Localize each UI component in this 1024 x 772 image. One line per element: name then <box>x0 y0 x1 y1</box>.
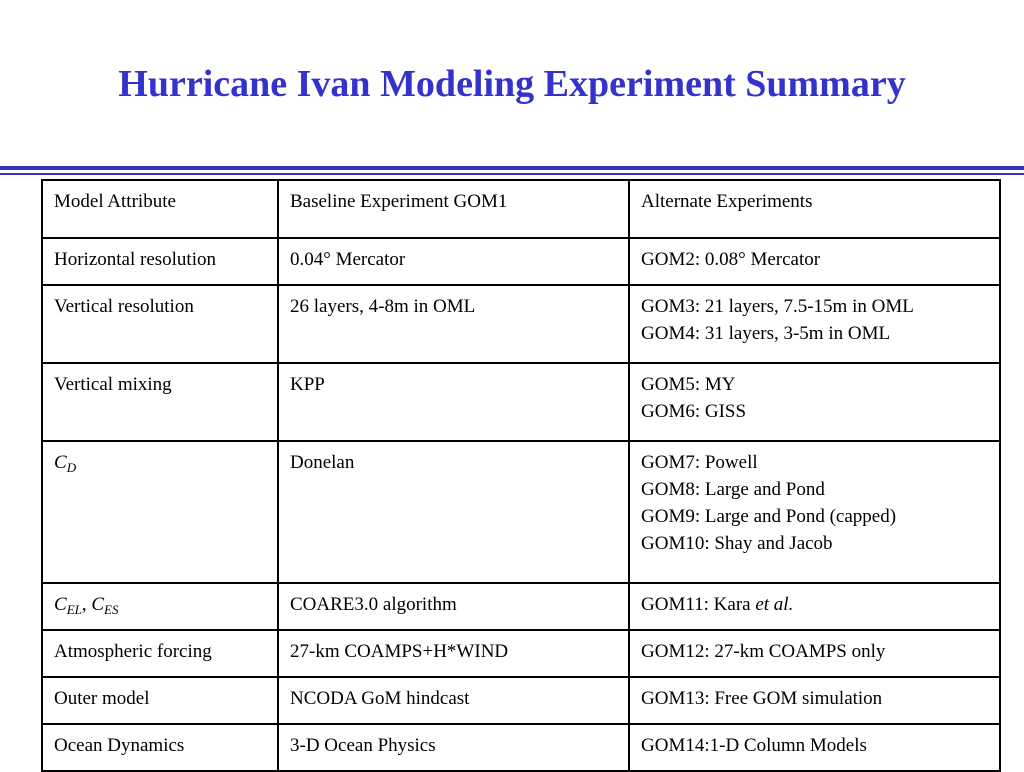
baseline-cell: 0.04° Mercator <box>278 238 629 285</box>
alternates-cell <box>629 677 1000 724</box>
alternates-cell <box>629 238 1000 285</box>
title-rule-thick <box>0 166 1024 170</box>
header-baseline-experiment: Baseline Experiment GOM1 <box>278 180 629 238</box>
table-row-heat-exchange-coefficients <box>42 583 1000 630</box>
symbol-c: C <box>54 452 67 473</box>
alternate-line: GOM8: Large and Pond <box>641 479 825 500</box>
attribute-cell <box>42 583 278 630</box>
subscript-el: EL <box>66 602 82 617</box>
alternate-text-italic: et al. <box>755 594 794 615</box>
alternate-line: GOM7: Powell <box>641 452 758 473</box>
attribute-cell: Horizontal resolution <box>42 238 278 285</box>
alternates-cell <box>629 724 1000 771</box>
alternates-cell <box>629 441 1000 583</box>
table-row-ocean-dynamics <box>42 724 1000 771</box>
table-header-row <box>42 180 1000 238</box>
alternate-line: GOM10: Shay and Jacob <box>641 533 833 554</box>
table-row-vertical-resolution <box>42 285 1000 363</box>
baseline-cell: COARE3.0 algorithm <box>278 583 629 630</box>
alternates-cell <box>629 583 1000 630</box>
baseline-cell: 3-D Ocean Physics <box>278 724 629 771</box>
attribute-cell: Atmospheric forcing <box>42 630 278 677</box>
alternate-line: GOM5: MY <box>641 374 736 395</box>
subscript-d: D <box>66 460 77 475</box>
table-row-drag-coefficient <box>42 441 1000 583</box>
alternate-line: GOM4: 31 layers, 3-5m in OML <box>641 323 891 344</box>
alternate-line: GOM9: Large and Pond (capped) <box>641 506 897 527</box>
attribute-cell: Ocean Dynamics <box>42 724 278 771</box>
baseline-cell: Donelan <box>278 441 629 583</box>
header-model-attribute: Model Attribute <box>42 180 278 238</box>
symbol-c: C <box>91 594 105 615</box>
alternate-line: GOM2: 0.08° Mercator <box>641 249 821 270</box>
alternate-text: GOM11: Kara <box>641 594 756 615</box>
title-rule-thin <box>0 173 1024 175</box>
subscript-es: ES <box>104 602 119 617</box>
alternates-cell <box>629 363 1000 441</box>
attribute-cell: Outer model <box>42 677 278 724</box>
attribute-cell: Vertical mixing <box>42 363 278 441</box>
baseline-cell: 27-km COAMPS+H*WIND <box>278 630 629 677</box>
baseline-cell: KPP <box>278 363 629 441</box>
alternate-line: GOM3: 21 layers, 7.5-15m in OML <box>641 296 914 317</box>
slide-title: Hurricane Ivan Modeling Experiment Summary <box>118 63 906 105</box>
baseline-cell: NCODA GoM hindcast <box>278 677 629 724</box>
table-row-outer-model <box>42 677 1000 724</box>
attribute-cell <box>42 441 278 583</box>
header-alternate-experiments: Alternate Experiments <box>629 180 1000 238</box>
alternates-cell <box>629 285 1000 363</box>
alternates-cell <box>629 630 1000 677</box>
table-row-vertical-mixing <box>42 363 1000 441</box>
alternate-line: GOM13: Free GOM simulation <box>641 688 883 709</box>
symbol-c: C <box>54 594 67 615</box>
baseline-cell: 26 layers, 4-8m in OML <box>278 285 629 363</box>
alternate-line: GOM6: GISS <box>641 401 747 422</box>
separator: , <box>81 594 92 615</box>
table-row-horizontal-resolution <box>42 238 1000 285</box>
table-row-atmospheric-forcing <box>42 630 1000 677</box>
alternate-line: GOM14:1-D Column Models <box>641 735 867 756</box>
experiment-summary-table <box>41 179 1001 772</box>
alternate-line: GOM12: 27-km COAMPS only <box>641 641 886 662</box>
attribute-cell: Vertical resolution <box>42 285 278 363</box>
